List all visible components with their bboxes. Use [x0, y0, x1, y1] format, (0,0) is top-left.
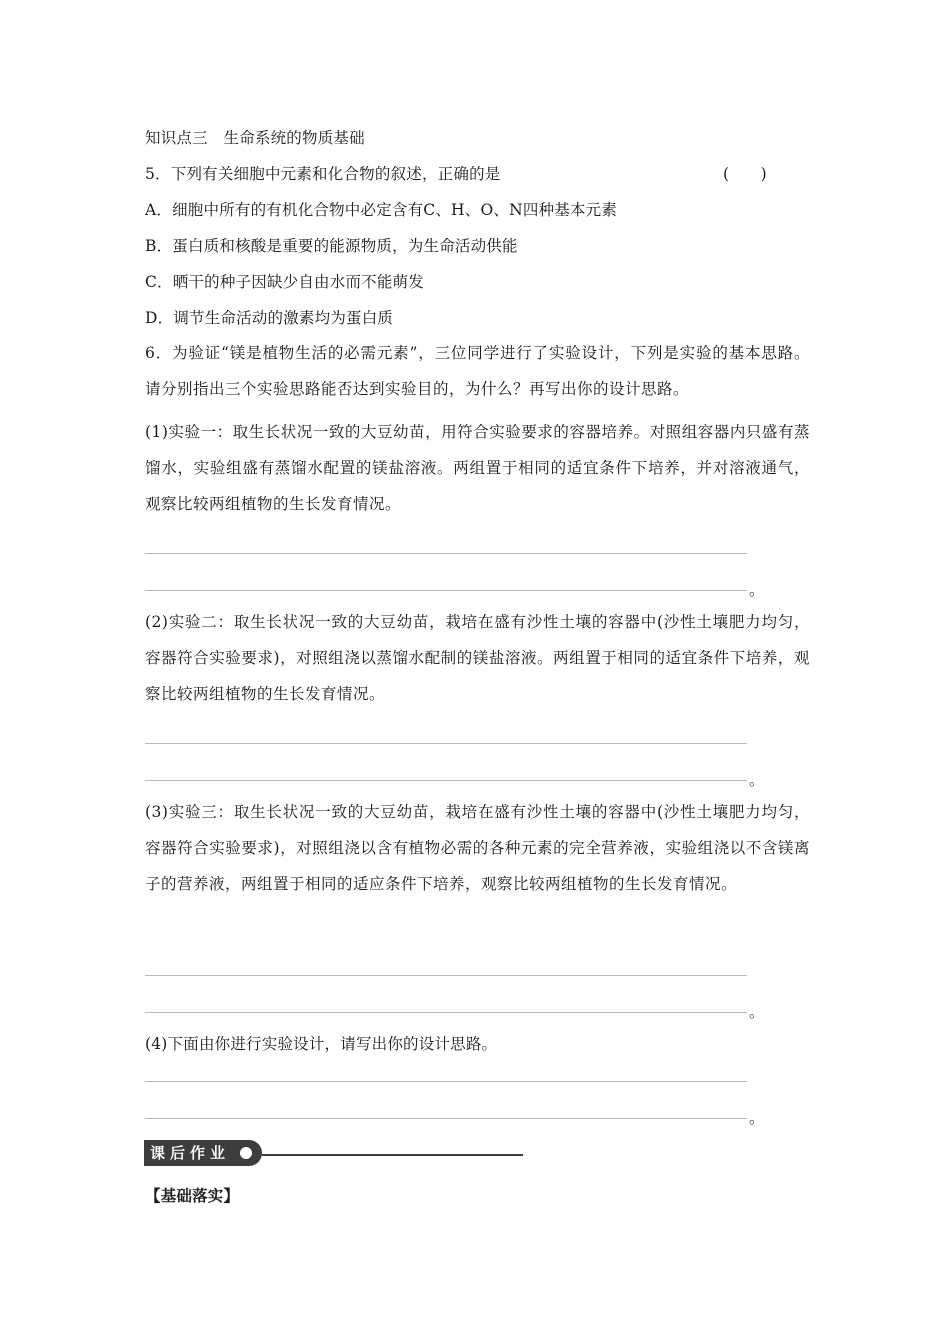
option-d: D．调节生命活动的激素均为蛋白质	[145, 309, 394, 327]
question-6-stem: 6．为验证“镁是植物生活的必需元素”，三位同学进行了实验设计，下列是实验的基本思路。请分别指出三个实验思路能否达到实验目的，为什么？再写出你的设计思路。	[145, 344, 810, 398]
answer-period: 。	[749, 581, 765, 599]
answer-line[interactable]	[145, 1118, 747, 1119]
section-title: 知识点三 生命系统的物质基础	[145, 129, 365, 147]
experiment-1-text: (1)实验一：取生长状况一致的大豆幼苗，用符合实验要求的容器培养。对照组容器内只盛有蒸馏水，实验组盛有蒸馏水配置的镁盐溶液。两组置于相同的适宜条件下培养，并对溶液通气，观察比较两组植物的生长发育情况。	[145, 423, 810, 513]
answer-line[interactable]	[145, 553, 747, 554]
badge-dot-icon	[240, 1147, 252, 1159]
option-a: A．细胞中所有的有机化合物中必定含有C、H、O、N四种基本元素	[145, 201, 618, 219]
answer-bracket: ( )	[723, 165, 767, 183]
answer-period: 。	[749, 1003, 765, 1021]
basic-practice-heading: 【基础落实】	[145, 1186, 240, 1205]
option-b: B．蛋白质和核酸是重要的能源物质，为生命活动供能	[145, 237, 518, 255]
question-5-stem: 5．下列有关细胞中元素和化合物的叙述，正确的是	[145, 165, 501, 183]
experiment-3-text: (3)实验三：取生长状况一致的大豆幼苗，栽培在盛有沙性土壤的容器中(沙性土壤肥力均匀，容器符合实验要求)，对照组浇以含有植物必需的各种元素的完全营养液，实验组浇以不含镁离子的营养液，两组置于相同的适应条件下培养，观察比较两组植物的生长发育情况。	[145, 803, 810, 893]
homework-badge: 课后作业	[144, 1140, 262, 1166]
badge-divider	[262, 1154, 523, 1156]
answer-period: 。	[749, 771, 765, 789]
answer-line[interactable]	[145, 743, 747, 744]
answer-line[interactable]	[145, 1012, 747, 1013]
answer-line[interactable]	[145, 975, 747, 976]
experiment-2-text: (2)实验二：取生长状况一致的大豆幼苗，栽培在盛有沙性土壤的容器中(沙性土壤肥力均匀，容器符合实验要求)，对照组浇以蒸馏水配制的镁盐溶液。两组置于相同的适宜条件下培养，观察比较两组植物的生长发育情况。	[145, 613, 810, 703]
answer-period: 。	[749, 1109, 765, 1127]
answer-line[interactable]	[145, 590, 747, 591]
answer-line[interactable]	[145, 780, 747, 781]
answer-line[interactable]	[145, 1081, 747, 1082]
option-c: C．晒干的种子因缺少自由水而不能萌发	[145, 273, 424, 291]
part-4-prompt: (4)下面由你进行实验设计，请写出你的设计思路。	[145, 1035, 498, 1053]
